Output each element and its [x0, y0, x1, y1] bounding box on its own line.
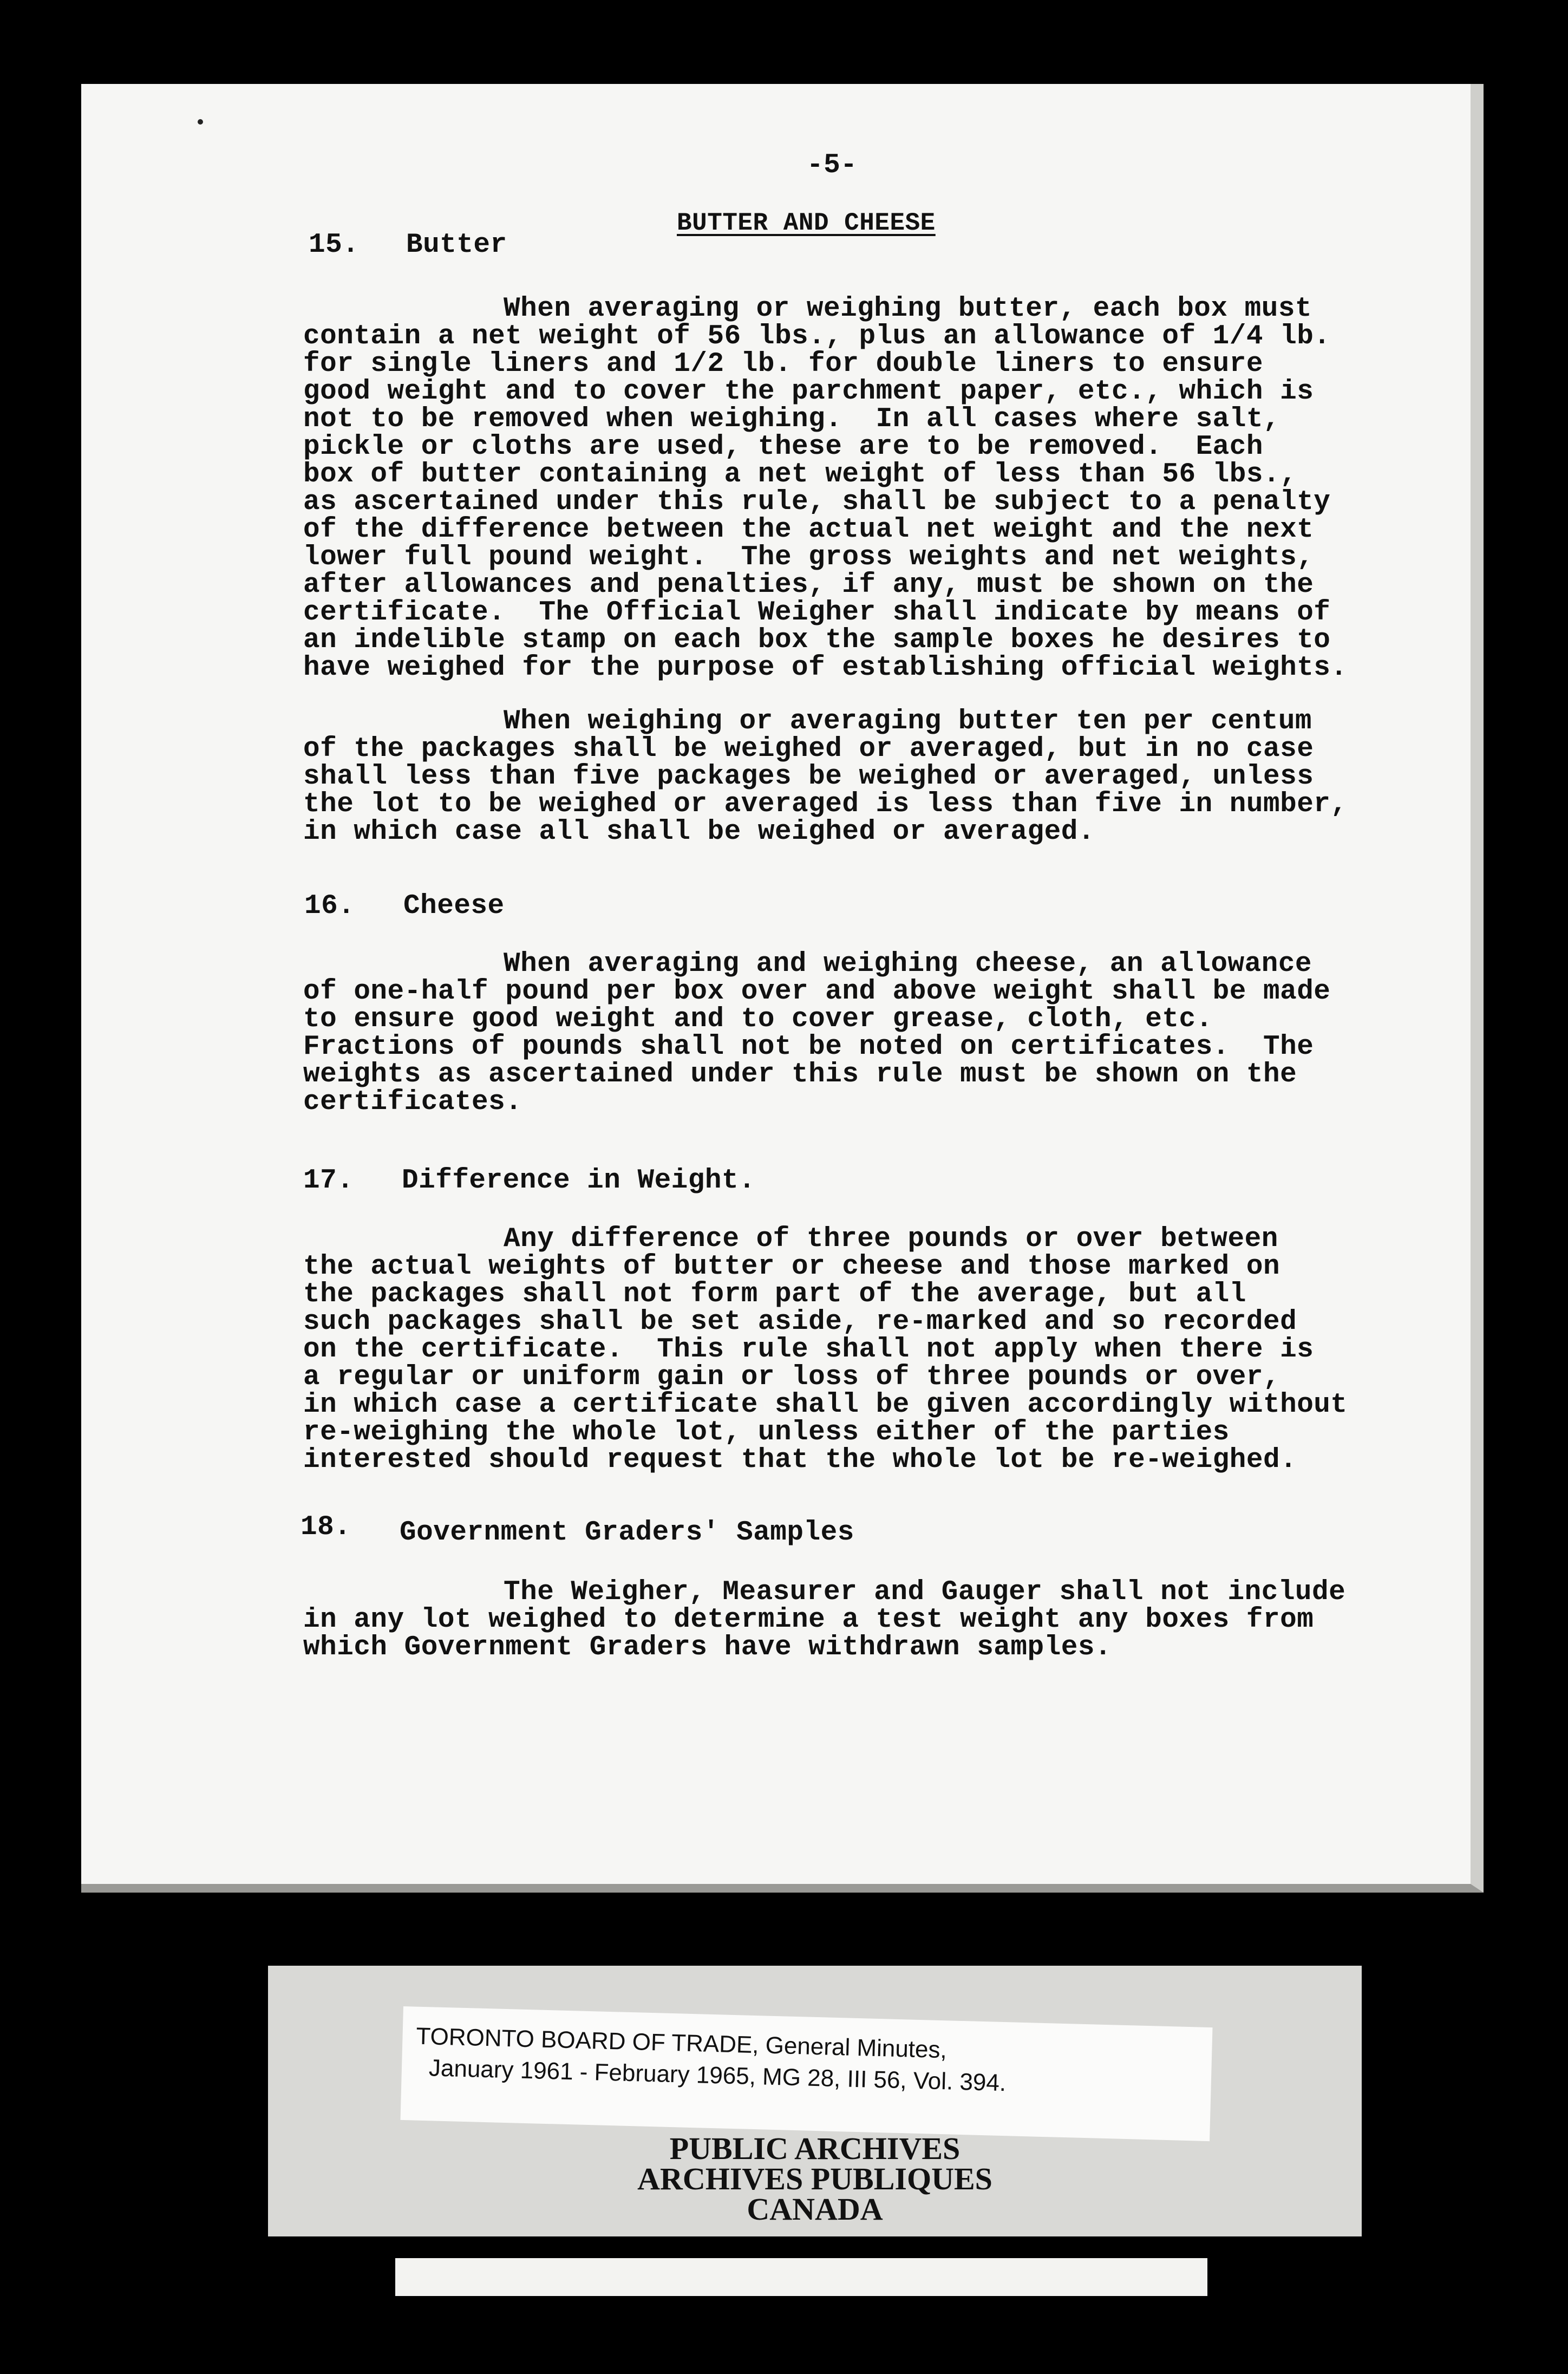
section-17-title: Difference in Weight.	[402, 1165, 756, 1196]
section-16-title: Cheese	[403, 891, 505, 922]
section-15-title: Butter	[406, 230, 507, 260]
archive-reference-line-2: January 1961 - February 1965, MG 28, III 56, Vol. 394.	[428, 2055, 1007, 2097]
section-18-paragraph: The Weigher, Measurer and Gauger shall not include in any lot weighed to determine a test weight any boxes from which Government Graders have withdrawn samples.	[303, 1577, 1346, 1663]
section-15-paragraph-1: When averaging or weighing butter, each box must contain a net weight of 56 lbs., plus an allowance of 1/4 lb. for single liners and 1/2 lb. for double liners to ensure good weight and to cover the parchment paper, etc., which is not to be removed when weighing. In all cases where salt, pickle or cloths are used, these are to be removed. Each box of butter containing a net weight of less than 56 lbs., as ascertained under this rule, shall be subject to a penalty of the difference between the actual net weight and the next lower full pound weight. The gross weights and net weights, after allowances and penalties, if any, must be shown on the certificate. The Official Weigher shall indicate by means of an indelible stamp on each box the sample boxes he desires to have weighed for the purpose of establishing official weights.	[303, 294, 1348, 683]
section-17-number: 17.	[303, 1165, 354, 1196]
archive-reference-card	[401, 2006, 1213, 2141]
section-18-number: 18.	[300, 1512, 351, 1543]
stamp-line-3: CANADA	[747, 2192, 883, 2227]
page-number: -5-	[807, 150, 858, 181]
main-heading: BUTTER AND CHEESE	[677, 209, 936, 237]
section-15-number: 15.	[309, 230, 360, 260]
stamp-line-2: ARCHIVES PUBLIQUES	[637, 2161, 992, 2196]
section-18-title: Government Graders' Samples	[400, 1517, 854, 1548]
stamp-line-1: PUBLIC ARCHIVES	[669, 2131, 961, 2166]
speck	[198, 119, 203, 125]
section-17-paragraph: Any difference of three pounds or over between the actual weights of butter or cheese and those marked on the packages shall not form part of the average, but all such packages shall be set aside, re-marked and so recorded on the certificate. This rule shall not apply when there is a regular or uniform gain or loss of three pounds or over, in which case a certificate shall be given accordingly without re-weighing the whole lot, unless either of the parties interested should request that the whole lot be re-weighed.	[303, 1224, 1348, 1476]
document-page	[81, 84, 1484, 1893]
section-15-paragraph-2: When weighing or averaging butter ten per centum of the packages shall be weighed or averaged, but in no case shall less than five packages be weighed or averaged, unless the lot to be weighed or averaged is less than five in number, in which case all shall be weighed or averaged.	[303, 706, 1348, 847]
bottom-paper-strip	[395, 2258, 1207, 2296]
section-16-number: 16.	[304, 891, 355, 922]
section-16-paragraph: When averaging and weighing cheese, an allowance of one-half pound per box over and above weight shall be made to ensure good weight and to cover grease, cloth, etc. Fractions of pounds shall not be noted on certificates. The weights as ascertained under this rule must be shown on the certificates.	[303, 949, 1331, 1118]
archive-reference-line-1: TORONTO BOARD OF TRADE, General Minutes,	[415, 2023, 948, 2064]
